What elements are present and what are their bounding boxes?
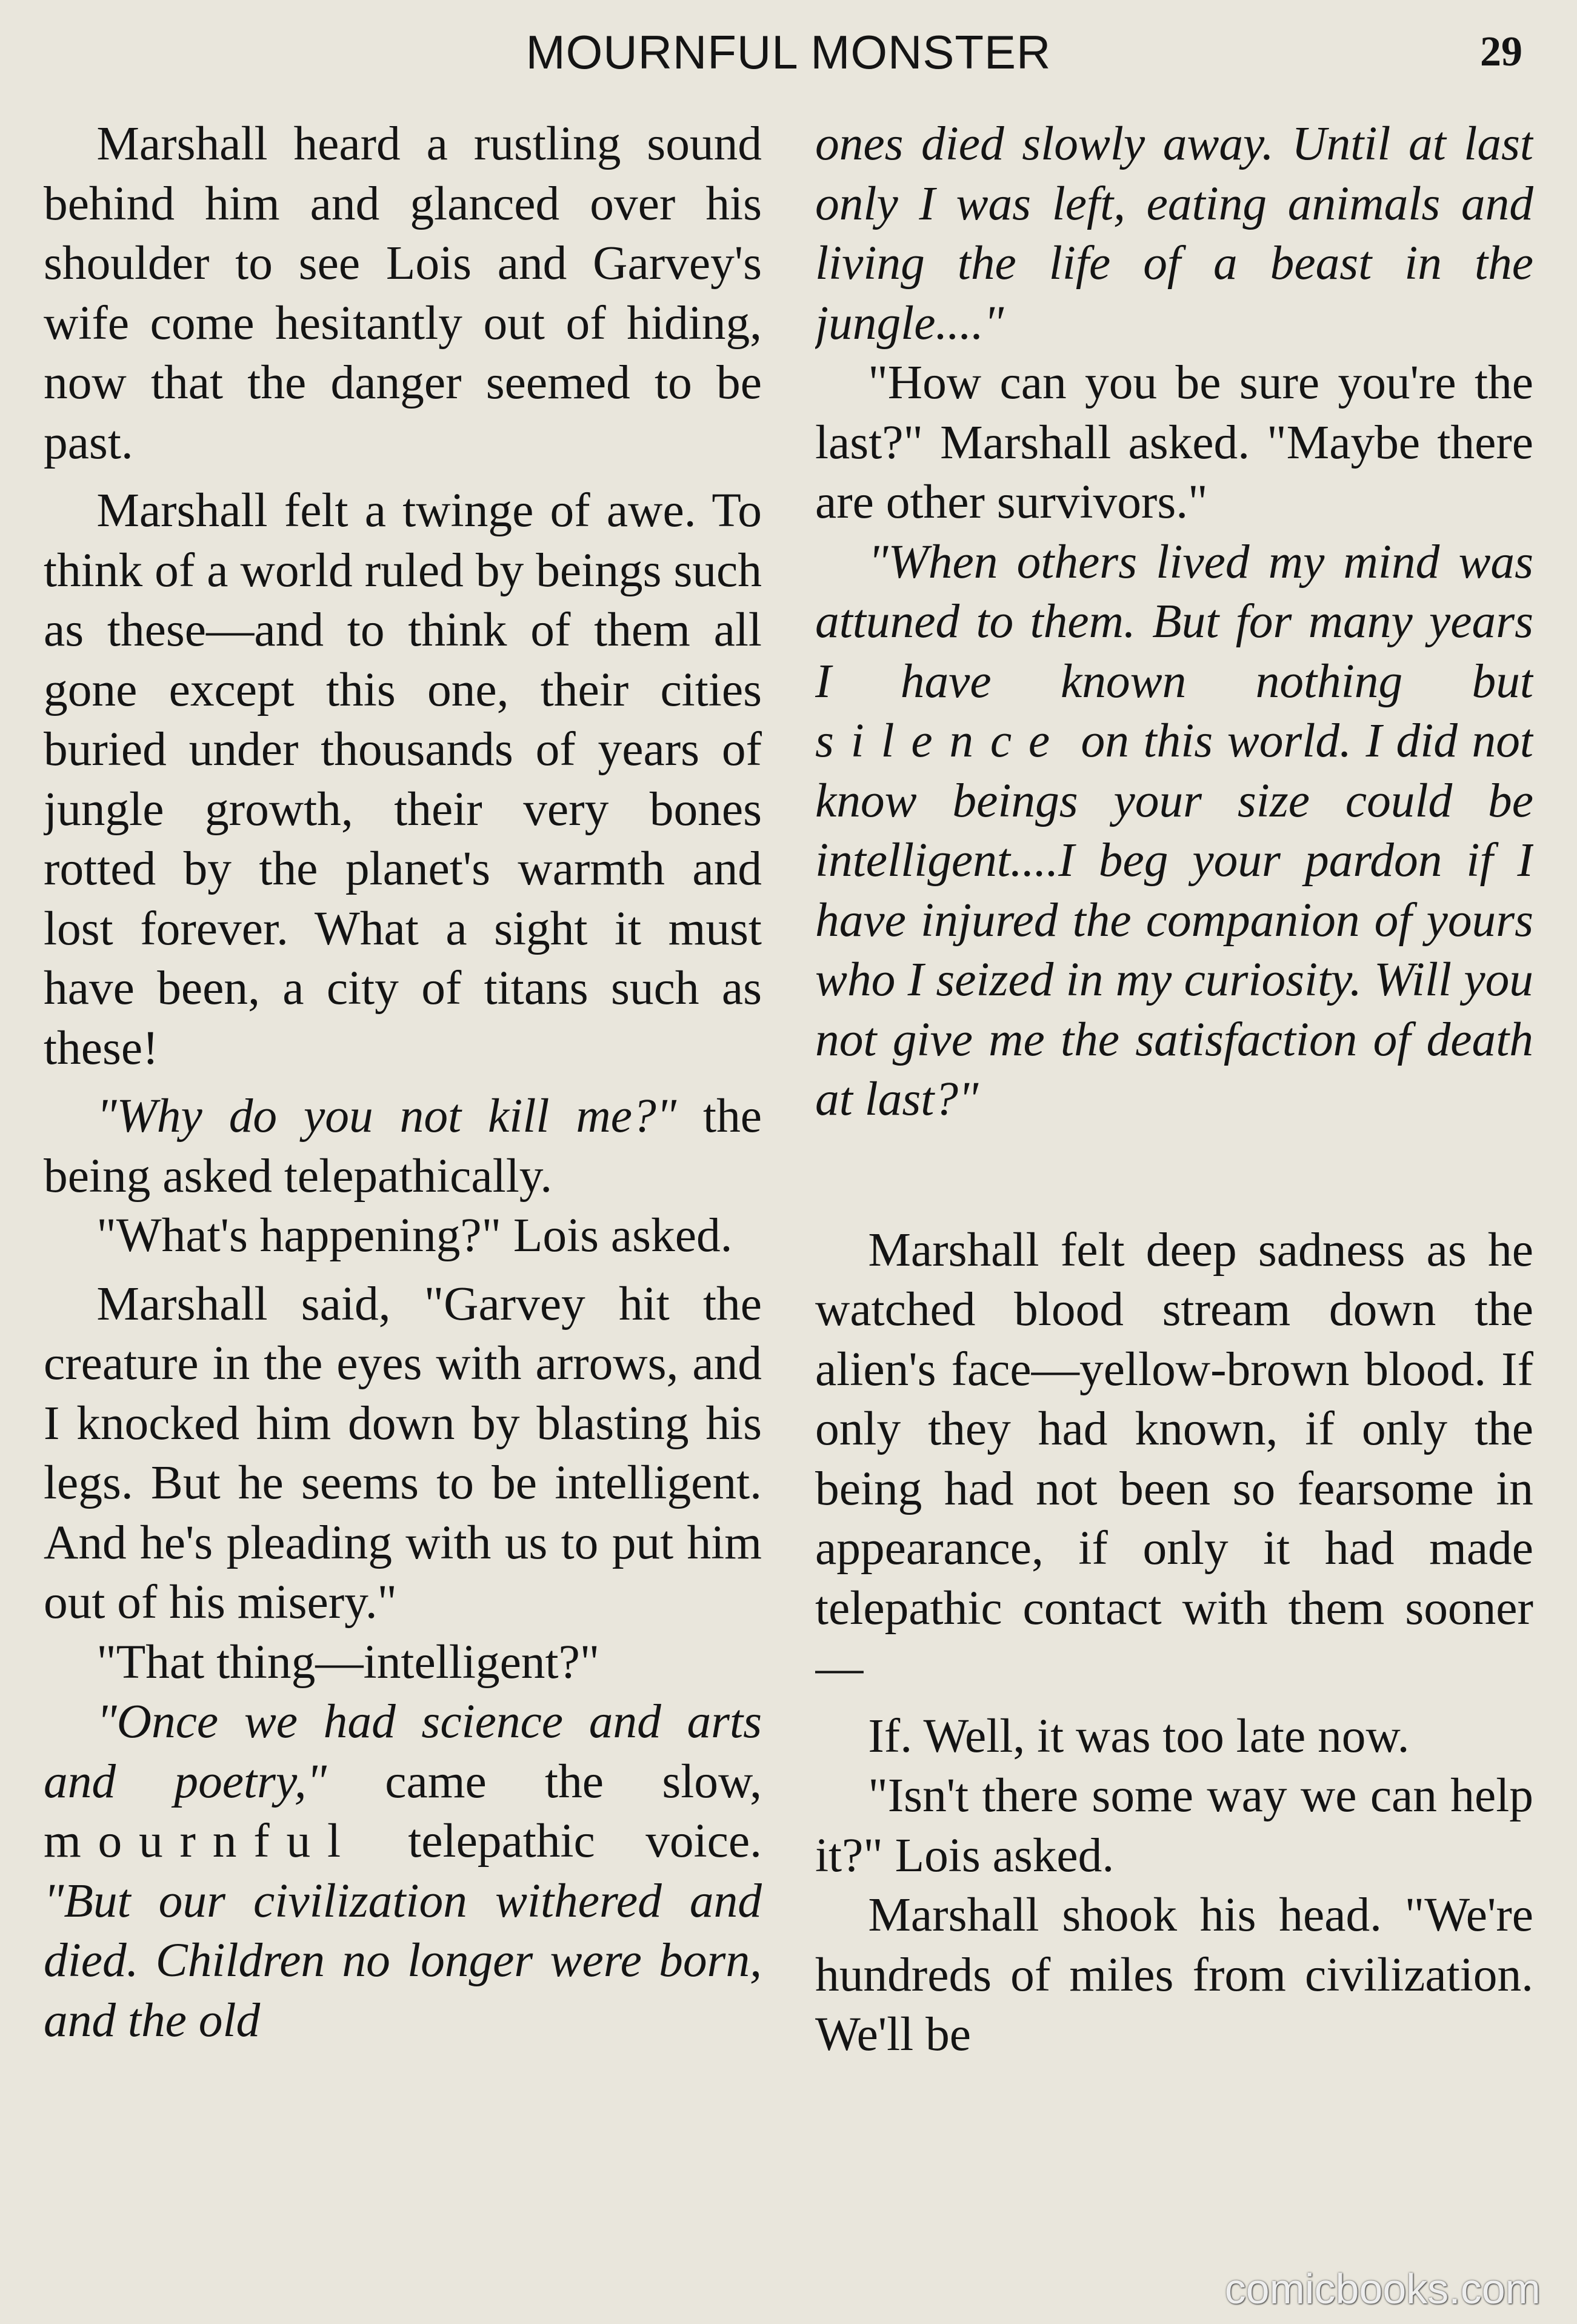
paragraph [44,1692,762,2050]
paragraph: "Isn't there some way we can help it?" Lois asked. [815,1769,1533,1882]
paragraph: "That thing—intelligent?" [96,1635,600,1689]
spaced-word: mournful [44,1814,358,1868]
paragraph: "How can you be sure you're the last?" Marshall asked. "Maybe there are other survivors." [815,356,1533,529]
paragraph: Marshall heard a rustling sound behind him and glanced over his shoulder to see Lois and Garvey's wife come hesitantly out of hiding, now that the danger seemed to be past. [44,117,762,469]
telepathic-quote: "But our civilization withered and died. Children no longer were born, and the old [44,1874,762,2047]
running-title: MOURNFUL MONSTER [525,25,1052,79]
paragraph: Marshall felt deep sadness as he watched blood stream down the alien's face—yellow-brown blood. If only they had known, if only the being had not been so fearsome in appearance, if only it had made telepathic contact with them sooner— [815,1223,1533,1694]
paragraph: Marshall said, "Garvey hit the creature in the eyes with arrows, and I knocked him down by blasting his legs. But he seems to be intelligent. And he's pleading with us to put him out of his misery." [44,1277,762,1629]
paragraph-text: telepathic voice. [357,1814,762,1868]
spaced-word: silence [815,714,1067,767]
telepathic-quote: ones died slowly away. Until at last only I was left, eating animals and living the life of a beast in the jungle...." [815,117,1533,350]
telepathic-quote: "Why do you not kill me?" [96,1089,677,1143]
paragraph: Marshall shook his head. "We're hundreds of miles from civilization. We'll be [815,1888,1533,2061]
quote-text: on this world. I did not know beings your size could be intelligent....I beg your pardon if I have injured the companion of yours who I seized in my curiosity. Will you not give me the satisfaction of death at last?" [815,714,1533,1126]
right-column [815,114,1533,2272]
telepathic-quote: "Once we had science and arts and poetry," [44,1695,762,1808]
left-column [44,114,762,2272]
page-header [0,22,1577,82]
paragraph: "What's happening?" Lois asked. [96,1209,733,1262]
paragraph: Marshall felt a twinge of awe. To think of a world ruled by beings such as these—and to think of them all gone except this one, their cities buried under thousands of years of jungle growth, their very bones rotted by the planet's warmth and lost forever. What a sight it must have been, a city of titans such as these! [44,484,762,1075]
paragraph-text: came the slow, [327,1754,762,1808]
telepathic-quote [815,532,1533,1129]
page-number: 29 [1480,28,1522,75]
paragraph-text: the being asked telepathically. [44,1089,762,1203]
paragraph: If. Well, it was too late now. [868,1709,1410,1763]
paragraph [44,1086,762,1206]
watermark: comicbooks.com [1224,2265,1541,2312]
quote-text: "When others lived my mind was attuned to them. But for many years I have known nothing but [815,535,1533,708]
